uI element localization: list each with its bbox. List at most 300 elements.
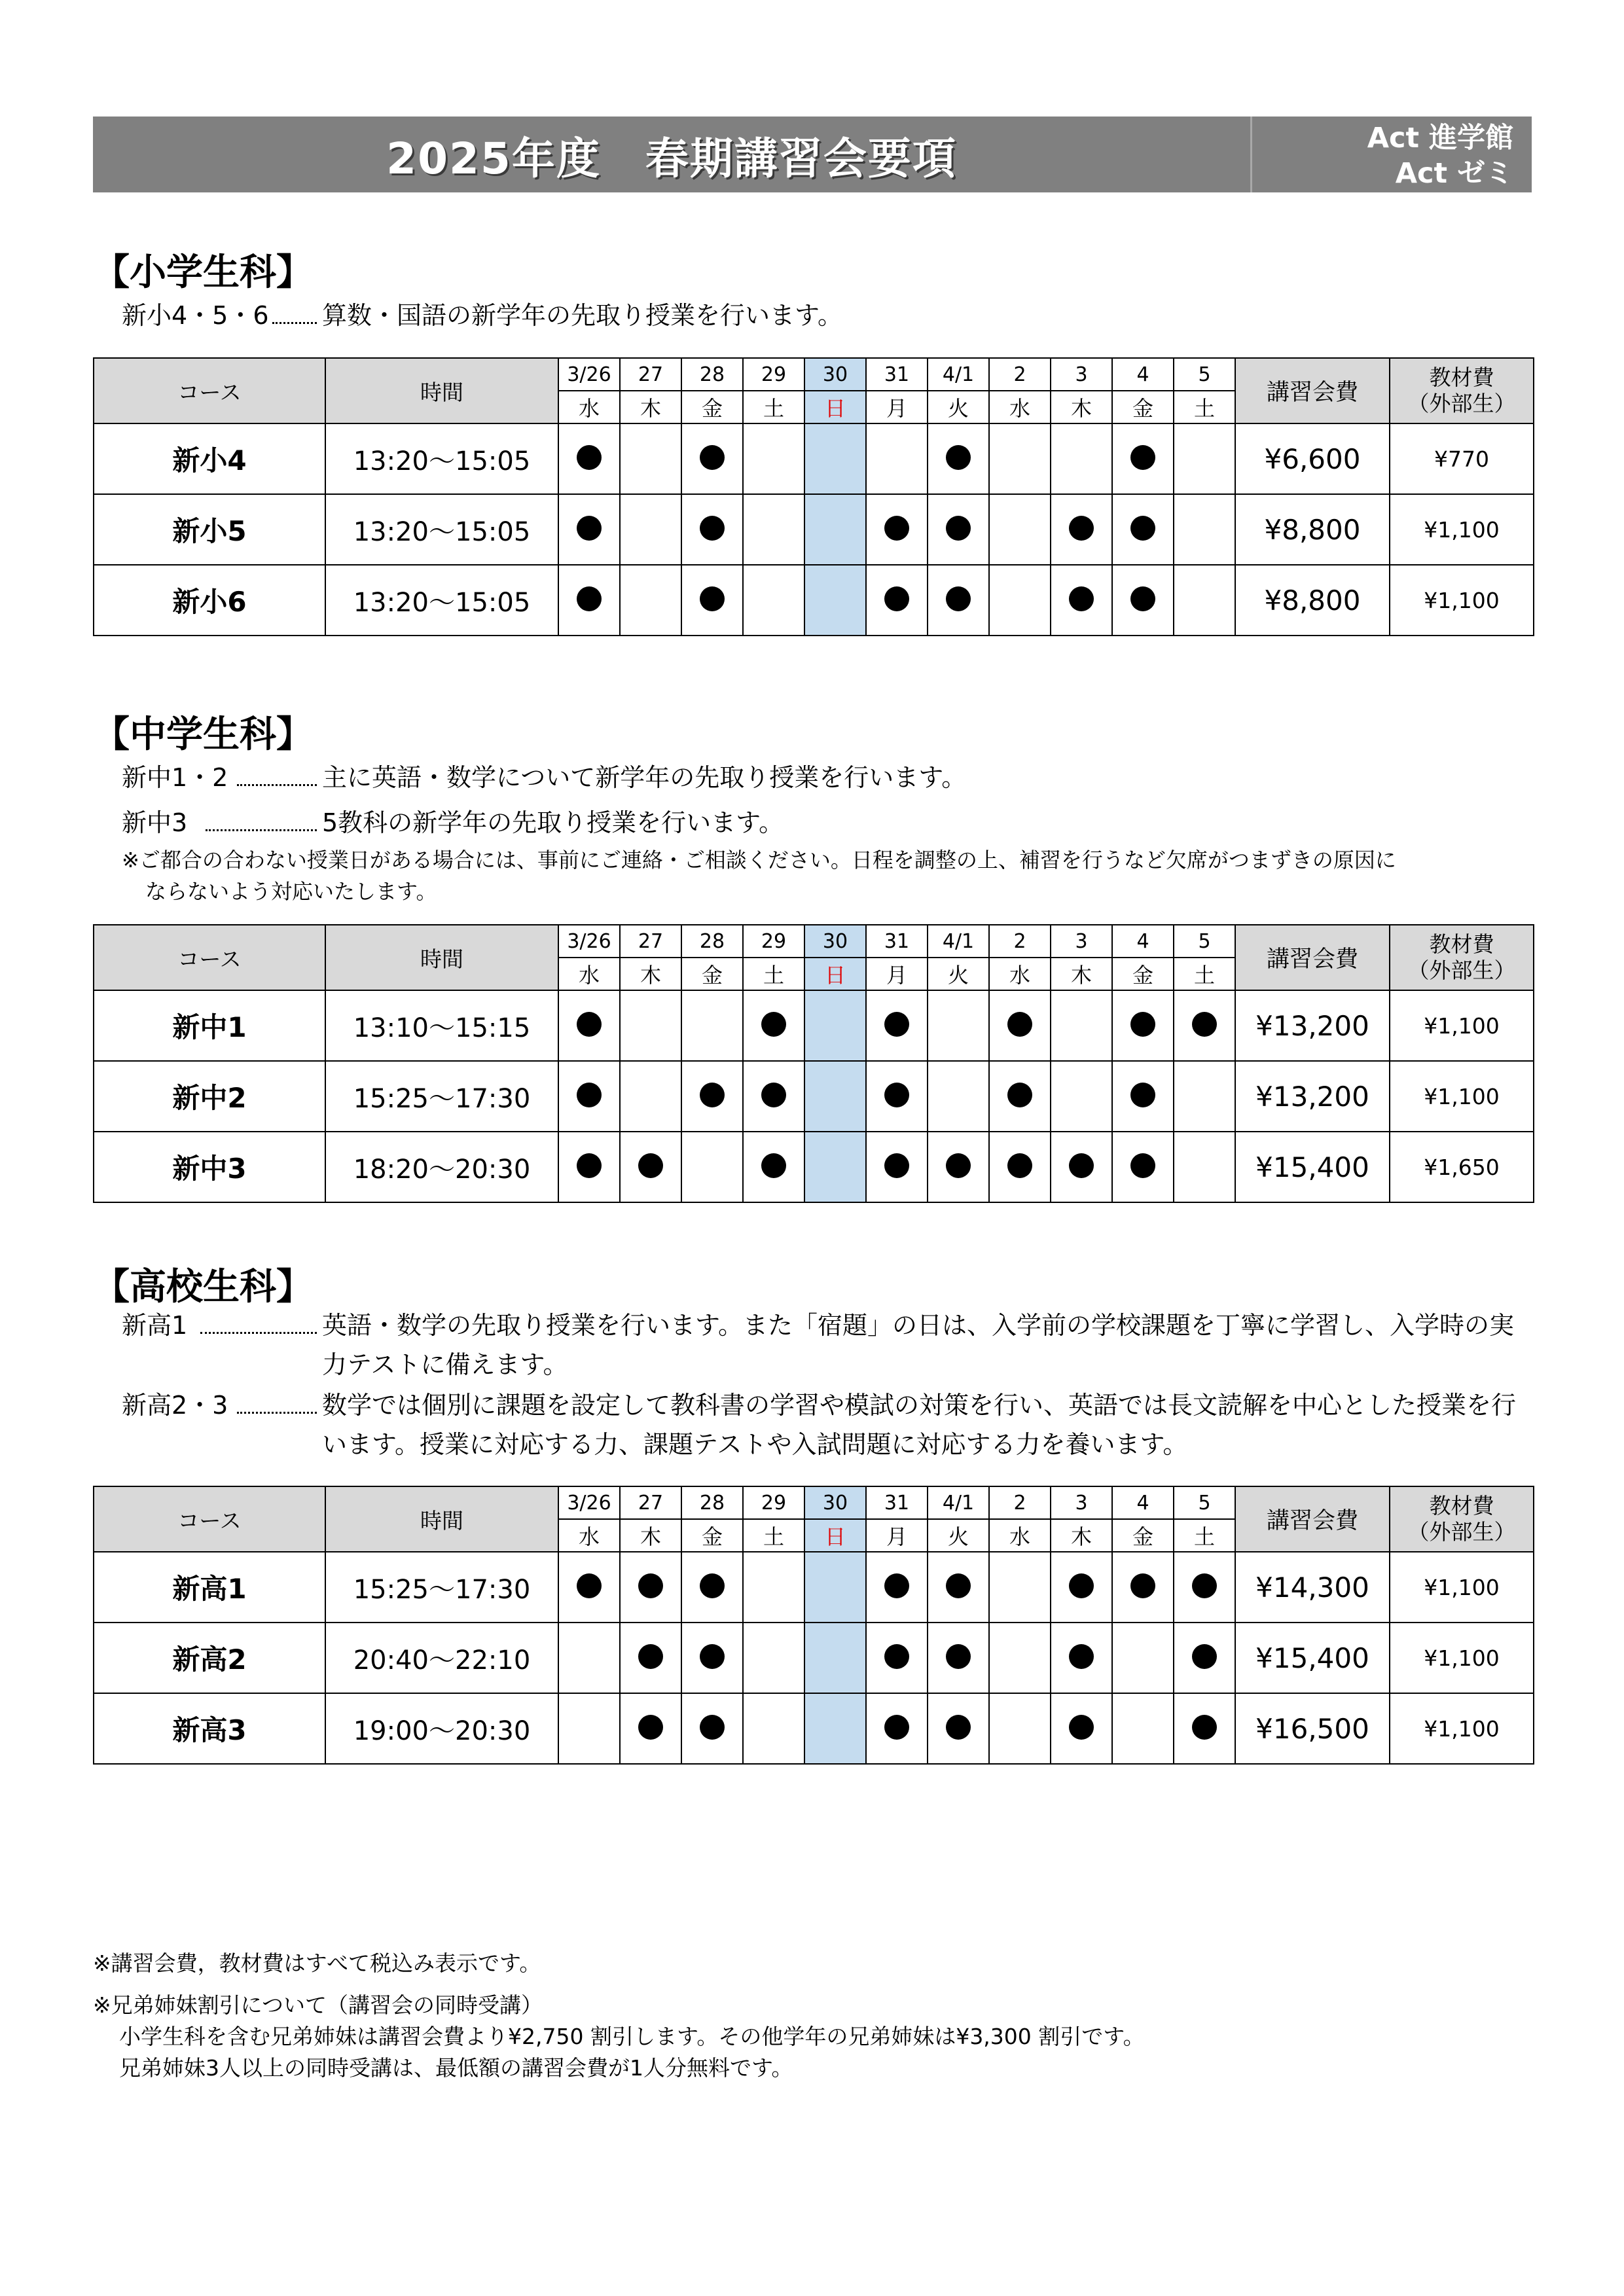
day-cell <box>620 1623 681 1693</box>
day-cell <box>1051 1552 1112 1623</box>
course-name: 新中1 <box>94 990 325 1061</box>
weekday-header: 金 <box>681 958 743 990</box>
table-row <box>94 1132 1534 1202</box>
date-header: 3 <box>1051 358 1112 391</box>
date-header: 4/1 <box>928 358 989 391</box>
course-name: 新小4 <box>94 423 325 494</box>
material-fee: ¥1,100 <box>1390 1552 1534 1623</box>
weekday-header: 水 <box>989 391 1051 423</box>
weekday-header: 金 <box>1112 1519 1174 1552</box>
date-header: 28 <box>681 1486 743 1519</box>
table-row <box>94 423 1534 494</box>
weekday-header: 土 <box>743 391 804 423</box>
class-day-dot <box>884 1715 909 1740</box>
day-cell <box>620 990 681 1061</box>
column-header-time: 時間 <box>325 358 558 423</box>
day-cell <box>620 1132 681 1202</box>
day-cell <box>1051 1693 1112 1764</box>
date-header: 30 <box>804 358 866 391</box>
day-cell <box>1112 1552 1174 1623</box>
weekday-header: 火 <box>928 1519 989 1552</box>
day-cell <box>743 1552 804 1623</box>
class-day-dot <box>1007 1083 1032 1107</box>
leader-dots <box>206 829 317 831</box>
material-header-line-1: 教材費 <box>1429 1493 1494 1518</box>
class-day-dot <box>1130 1153 1155 1178</box>
weekday-header: 火 <box>928 958 989 990</box>
day-cell <box>989 1132 1051 1202</box>
material-fee: ¥1,100 <box>1390 1623 1534 1693</box>
class-day-dot <box>1069 516 1094 541</box>
day-cell <box>620 565 681 636</box>
weekday-header: 土 <box>1174 1519 1235 1552</box>
elementary-heading: 【小学生科】 <box>93 251 313 294</box>
day-cell <box>928 1552 989 1623</box>
table-header-row <box>94 358 1534 391</box>
class-day-dot <box>638 1573 663 1598</box>
class-day-dot <box>1130 1012 1155 1037</box>
date-header: 4/1 <box>928 925 989 958</box>
date-header: 2 <box>989 358 1051 391</box>
course-name: 新高1 <box>94 1552 325 1623</box>
class-day-dot <box>577 1153 602 1178</box>
day-cell <box>1112 1061 1174 1132</box>
day-cell <box>681 1061 743 1132</box>
class-time: 18:20～20:30 <box>325 1132 558 1202</box>
day-cell <box>620 1061 681 1132</box>
class-day-dot <box>1192 1573 1217 1598</box>
elementary-desc-text-1: 算数・国語の新学年の先取り授業を行います。 <box>322 301 842 330</box>
class-day-dot <box>946 1715 971 1740</box>
day-cell <box>1112 494 1174 565</box>
course-name: 新小5 <box>94 494 325 565</box>
weekday-header: 金 <box>681 1519 743 1552</box>
column-header-material <box>1390 358 1534 423</box>
title-bar <box>93 117 1532 192</box>
class-day-dot <box>700 1083 725 1107</box>
weekday-header: 水 <box>989 1519 1051 1552</box>
day-cell <box>804 990 866 1061</box>
day-cell <box>1174 1132 1235 1202</box>
day-cell <box>989 565 1051 636</box>
day-cell <box>1174 1693 1235 1764</box>
high-desc-text-2: 数学では個別に課題を設定して教科書の学習や模試の対策を行い、英語では長文読解を中心とした授業を行います。授業に対応する力、課題テストや入試問題に対応する力を養います。 <box>322 1391 1517 1459</box>
class-day-dot <box>577 1012 602 1037</box>
day-cell <box>681 1552 743 1623</box>
day-cell <box>1174 1552 1235 1623</box>
day-cell <box>1174 1061 1235 1132</box>
class-day-dot <box>946 1153 971 1178</box>
date-header: 2 <box>989 925 1051 958</box>
class-day-dot <box>761 1012 786 1037</box>
junior-desc-label-1: 新中1・2 <box>122 763 228 792</box>
weekday-header: 水 <box>989 958 1051 990</box>
day-cell <box>989 990 1051 1061</box>
day-cell <box>1112 1132 1174 1202</box>
column-header-course: コース <box>94 358 325 423</box>
class-day-dot <box>1130 516 1155 541</box>
sibling-discount-line-1: 小学生科を含む兄弟姉妹は講習会費より¥2,750 割引します。その他学年の兄弟姉妹は¥3,300 割引です。 <box>119 2024 1145 2049</box>
course-fee: ¥15,400 <box>1235 1623 1390 1693</box>
column-header-material <box>1390 925 1534 990</box>
weekday-header: 月 <box>866 958 928 990</box>
day-cell <box>1174 1623 1235 1693</box>
day-cell <box>928 423 989 494</box>
date-header: 2 <box>989 1486 1051 1519</box>
day-cell <box>928 1623 989 1693</box>
day-cell <box>681 494 743 565</box>
weekday-header: 土 <box>1174 958 1235 990</box>
table-row <box>94 1552 1534 1623</box>
course-fee: ¥13,200 <box>1235 990 1390 1061</box>
course-name: 新小6 <box>94 565 325 636</box>
day-cell <box>558 1552 620 1623</box>
leader-dots <box>237 1412 317 1414</box>
page-title: 2025年度 春期講習会要項 <box>386 133 957 184</box>
course-name: 新高3 <box>94 1693 325 1764</box>
class-day-dot <box>577 586 602 611</box>
weekday-header: 日 <box>804 958 866 990</box>
class-day-dot <box>1192 1012 1217 1037</box>
day-cell <box>681 1623 743 1693</box>
column-header-time: 時間 <box>325 1486 558 1552</box>
class-time: 20:40～22:10 <box>325 1623 558 1693</box>
day-cell <box>989 1623 1051 1693</box>
weekday-header: 月 <box>866 391 928 423</box>
day-cell <box>1112 1693 1174 1764</box>
day-cell <box>989 1552 1051 1623</box>
class-day-dot <box>1069 1715 1094 1740</box>
day-cell <box>928 565 989 636</box>
course-fee: ¥13,200 <box>1235 1061 1390 1132</box>
weekday-header: 木 <box>1051 1519 1112 1552</box>
class-day-dot <box>700 516 725 541</box>
day-cell <box>1051 990 1112 1061</box>
material-fee: ¥1,100 <box>1390 565 1534 636</box>
class-day-dot <box>638 1644 663 1669</box>
class-day-dot <box>946 445 971 470</box>
weekday-header: 木 <box>1051 958 1112 990</box>
day-cell <box>804 494 866 565</box>
date-header: 27 <box>620 358 681 391</box>
class-day-dot <box>638 1153 663 1178</box>
day-cell <box>681 565 743 636</box>
day-cell <box>989 494 1051 565</box>
column-header-fee: 講習会費 <box>1235 358 1390 423</box>
date-header: 29 <box>743 358 804 391</box>
table-header-row <box>94 925 1534 958</box>
junior-schedule-table <box>93 924 1534 1203</box>
day-cell <box>866 1693 928 1764</box>
day-cell <box>620 1693 681 1764</box>
tax-note: ※講習会費，教材費はすべて税込み表示です。 <box>93 1950 541 1976</box>
day-cell <box>1112 423 1174 494</box>
course-fee: ¥15,400 <box>1235 1132 1390 1202</box>
class-day-dot <box>1007 1012 1032 1037</box>
class-day-dot <box>1069 586 1094 611</box>
day-cell <box>804 565 866 636</box>
organization-name <box>1367 120 1513 191</box>
weekday-header: 木 <box>620 391 681 423</box>
material-fee: ¥1,100 <box>1390 1061 1534 1132</box>
class-day-dot <box>1007 1153 1032 1178</box>
day-cell <box>1112 990 1174 1061</box>
day-cell <box>1051 1623 1112 1693</box>
table-header-row <box>94 1486 1534 1519</box>
class-day-dot <box>1069 1573 1094 1598</box>
day-cell <box>1051 1132 1112 1202</box>
course-name: 新中2 <box>94 1061 325 1132</box>
table-row <box>94 1693 1534 1764</box>
day-cell <box>989 423 1051 494</box>
date-header: 29 <box>743 925 804 958</box>
class-time: 19:00～20:30 <box>325 1693 558 1764</box>
day-cell <box>681 1693 743 1764</box>
day-cell <box>1174 565 1235 636</box>
day-cell <box>558 494 620 565</box>
table-row <box>94 1623 1534 1693</box>
day-cell <box>620 494 681 565</box>
weekday-header: 金 <box>1112 958 1174 990</box>
weekday-header: 土 <box>1174 391 1235 423</box>
weekday-header: 日 <box>804 1519 866 1552</box>
sibling-discount-title: ※兄弟姉妹割引について（講習会の同時受講） <box>93 1992 543 2018</box>
class-day-dot <box>577 516 602 541</box>
day-cell <box>558 565 620 636</box>
day-cell <box>866 1552 928 1623</box>
date-header: 4 <box>1112 925 1174 958</box>
class-day-dot <box>946 1644 971 1669</box>
class-time: 15:25～17:30 <box>325 1061 558 1132</box>
day-cell <box>928 1132 989 1202</box>
date-header: 3/26 <box>558 358 620 391</box>
weekday-header: 水 <box>558 391 620 423</box>
day-cell <box>1051 423 1112 494</box>
weekday-header: 木 <box>620 958 681 990</box>
material-header-line-1: 教材費 <box>1429 931 1494 957</box>
course-name: 新高2 <box>94 1623 325 1693</box>
day-cell <box>866 494 928 565</box>
day-cell <box>620 1552 681 1623</box>
material-fee: ¥1,100 <box>1390 990 1534 1061</box>
date-header: 5 <box>1174 925 1235 958</box>
class-day-dot <box>1069 1153 1094 1178</box>
date-header: 4 <box>1112 1486 1174 1519</box>
class-day-dot <box>761 1083 786 1107</box>
date-header: 27 <box>620 925 681 958</box>
table-row <box>94 1061 1534 1132</box>
elementary-desc-label-1: 新小4・5・6 <box>122 301 269 330</box>
elementary-schedule-table <box>93 357 1534 636</box>
day-cell <box>866 1061 928 1132</box>
class-day-dot <box>1192 1644 1217 1669</box>
day-cell <box>1051 565 1112 636</box>
day-cell <box>1112 1623 1174 1693</box>
class-day-dot <box>761 1153 786 1178</box>
day-cell <box>928 990 989 1061</box>
high-schedule-table <box>93 1486 1534 1765</box>
class-day-dot <box>884 516 909 541</box>
class-day-dot <box>700 586 725 611</box>
class-day-dot <box>700 445 725 470</box>
class-day-dot <box>577 1573 602 1598</box>
day-cell <box>1174 990 1235 1061</box>
class-day-dot <box>946 1573 971 1598</box>
table-row <box>94 565 1534 636</box>
day-cell <box>681 1132 743 1202</box>
date-header: 5 <box>1174 358 1235 391</box>
junior-note-line-2: ならないよう対応いたします。 <box>145 879 437 904</box>
class-day-dot <box>638 1715 663 1740</box>
day-cell <box>866 565 928 636</box>
day-cell <box>928 494 989 565</box>
class-day-dot <box>946 516 971 541</box>
day-cell <box>743 1693 804 1764</box>
day-cell <box>743 565 804 636</box>
day-cell <box>558 990 620 1061</box>
day-cell <box>866 1132 928 1202</box>
weekday-header: 土 <box>743 958 804 990</box>
day-cell <box>1174 494 1235 565</box>
day-cell <box>804 1693 866 1764</box>
day-cell <box>804 1061 866 1132</box>
org-line-2: Act ゼミ <box>1395 157 1513 190</box>
day-cell <box>558 1623 620 1693</box>
leader-dots <box>237 784 317 786</box>
junior-heading: 【中学生科】 <box>93 713 313 756</box>
junior-desc-text-2: 5教科の新学年の先取り授業を行います。 <box>322 808 784 837</box>
day-cell <box>866 423 928 494</box>
day-cell <box>558 1061 620 1132</box>
date-header: 28 <box>681 358 743 391</box>
class-day-dot <box>1130 445 1155 470</box>
class-day-dot <box>700 1644 725 1669</box>
date-header: 31 <box>866 925 928 958</box>
class-day-dot <box>884 1012 909 1037</box>
date-header: 29 <box>743 1486 804 1519</box>
class-day-dot <box>577 445 602 470</box>
table-row <box>94 494 1534 565</box>
date-header: 3 <box>1051 925 1112 958</box>
day-cell <box>1051 1061 1112 1132</box>
weekday-header: 木 <box>1051 391 1112 423</box>
date-header: 4/1 <box>928 1486 989 1519</box>
course-name: 新中3 <box>94 1132 325 1202</box>
material-header-line-2: （外部生） <box>1407 391 1516 416</box>
class-day-dot <box>700 1573 725 1598</box>
day-cell <box>1174 423 1235 494</box>
leader-dots <box>272 322 317 324</box>
material-fee: ¥1,100 <box>1390 494 1534 565</box>
class-day-dot <box>884 1573 909 1598</box>
class-day-dot <box>884 1083 909 1107</box>
material-header-line-2: （外部生） <box>1407 958 1516 983</box>
leader-dots <box>200 1332 317 1334</box>
class-time: 13:20～15:05 <box>325 494 558 565</box>
weekday-header: 月 <box>866 1519 928 1552</box>
date-header: 3/26 <box>558 925 620 958</box>
high-desc-label-2: 新高2・3 <box>122 1391 228 1420</box>
day-cell <box>743 1132 804 1202</box>
class-day-dot <box>1069 1644 1094 1669</box>
column-header-material <box>1390 1486 1534 1552</box>
day-cell <box>743 423 804 494</box>
class-day-dot <box>884 1153 909 1178</box>
day-cell <box>558 1132 620 1202</box>
material-header-line-2: （外部生） <box>1407 1519 1516 1545</box>
course-fee: ¥8,800 <box>1235 494 1390 565</box>
title-divider <box>1250 117 1252 192</box>
class-day-dot <box>1192 1715 1217 1740</box>
date-header: 30 <box>804 925 866 958</box>
date-header: 28 <box>681 925 743 958</box>
material-fee: ¥770 <box>1390 423 1534 494</box>
weekday-header: 日 <box>804 391 866 423</box>
weekday-header: 水 <box>558 958 620 990</box>
column-header-fee: 講習会費 <box>1235 925 1390 990</box>
class-day-dot <box>700 1715 725 1740</box>
day-cell <box>743 494 804 565</box>
day-cell <box>804 1623 866 1693</box>
material-header-line-1: 教材費 <box>1429 365 1494 390</box>
day-cell <box>928 1061 989 1132</box>
class-time: 13:20～15:05 <box>325 423 558 494</box>
material-fee: ¥1,650 <box>1390 1132 1534 1202</box>
class-time: 13:10～15:15 <box>325 990 558 1061</box>
day-cell <box>743 1623 804 1693</box>
day-cell <box>743 1061 804 1132</box>
date-header: 3/26 <box>558 1486 620 1519</box>
junior-desc-label-2: 新中3 <box>122 808 188 837</box>
class-day-dot <box>884 586 909 611</box>
date-header: 31 <box>866 1486 928 1519</box>
table-row <box>94 990 1534 1061</box>
day-cell <box>743 990 804 1061</box>
day-cell <box>620 423 681 494</box>
course-fee: ¥8,800 <box>1235 565 1390 636</box>
column-header-course: コース <box>94 925 325 990</box>
class-day-dot <box>577 1083 602 1107</box>
weekday-header: 金 <box>1112 391 1174 423</box>
weekday-header: 金 <box>681 391 743 423</box>
weekday-header: 土 <box>743 1519 804 1552</box>
day-cell <box>804 1552 866 1623</box>
day-cell <box>989 1693 1051 1764</box>
day-cell <box>928 1693 989 1764</box>
day-cell <box>681 423 743 494</box>
date-header: 4 <box>1112 358 1174 391</box>
high-heading: 【高校生科】 <box>93 1266 313 1308</box>
day-cell <box>989 1061 1051 1132</box>
class-day-dot <box>1130 1083 1155 1107</box>
sibling-discount-line-2: 兄弟姉妹3人以上の同時受講は、最低額の講習会費が1人分無料です。 <box>119 2055 793 2081</box>
weekday-header: 水 <box>558 1519 620 1552</box>
weekday-header: 火 <box>928 391 989 423</box>
material-fee: ¥1,100 <box>1390 1693 1534 1764</box>
junior-desc-text-1: 主に英語・数学について新学年の先取り授業を行います。 <box>322 763 967 792</box>
weekday-header: 木 <box>620 1519 681 1552</box>
class-time: 15:25～17:30 <box>325 1552 558 1623</box>
day-cell <box>1112 565 1174 636</box>
day-cell <box>866 990 928 1061</box>
course-fee: ¥6,600 <box>1235 423 1390 494</box>
day-cell <box>558 1693 620 1764</box>
org-line-1: Act 進学館 <box>1367 122 1513 154</box>
date-header: 5 <box>1174 1486 1235 1519</box>
day-cell <box>804 423 866 494</box>
day-cell <box>804 1132 866 1202</box>
course-fee: ¥16,500 <box>1235 1693 1390 1764</box>
